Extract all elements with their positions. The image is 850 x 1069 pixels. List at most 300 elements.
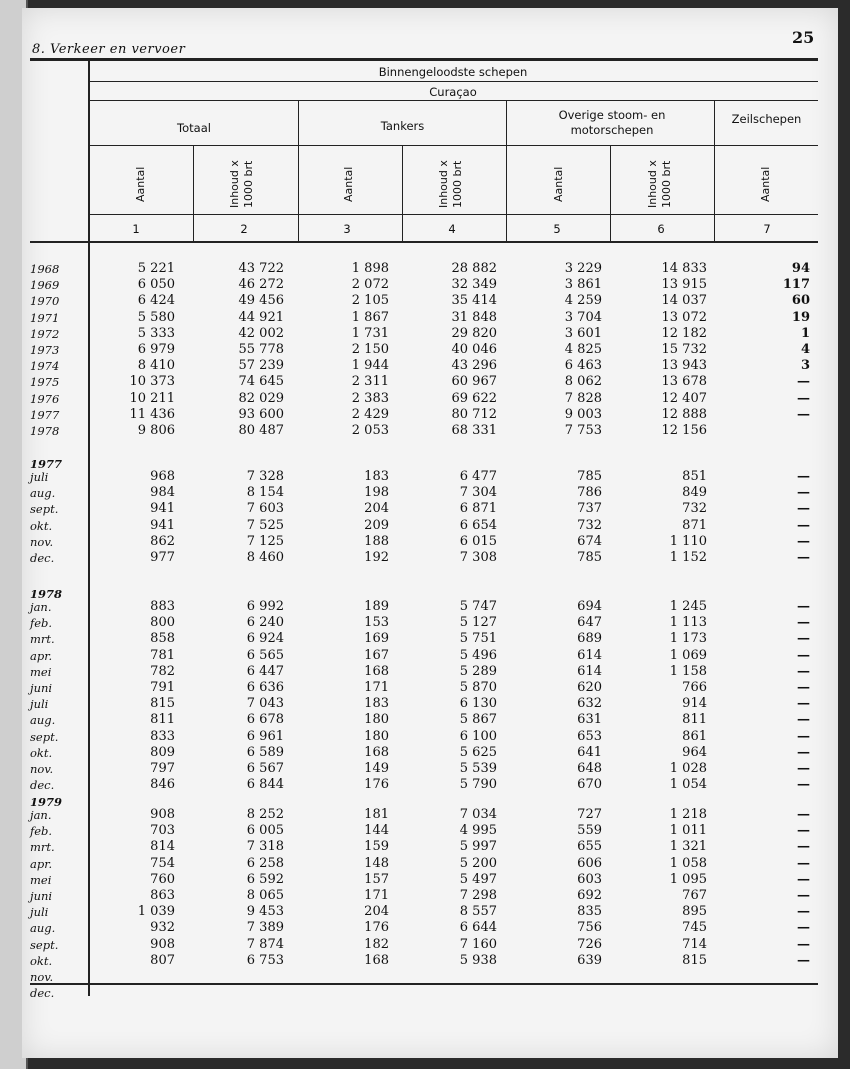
col-label-4: Inhoud x 1000 brt <box>437 160 464 208</box>
table-cell: 68 331 <box>451 423 497 438</box>
col-number-3: 3 <box>343 222 351 236</box>
row-label: 1973 <box>30 343 60 357</box>
table-cell: 168 <box>364 663 389 679</box>
table-cell: 766 <box>682 680 707 695</box>
table-cell: 2 311 <box>351 374 389 390</box>
table-cell: 7 308 <box>459 550 497 565</box>
table-cell: 1 152 <box>669 550 707 565</box>
table-cell: — <box>797 839 810 855</box>
table-cell: 57 239 <box>238 358 284 374</box>
table-cell: 1 218 <box>669 807 707 822</box>
table-cell: 6 240 <box>246 615 284 631</box>
table-cell: 6 567 <box>246 761 284 776</box>
table-cell: 159 <box>364 839 389 855</box>
col-label-2: Inhoud x 1000 brt <box>228 160 255 208</box>
table-cell: — <box>797 501 810 517</box>
table-cell: 3 601 <box>564 325 602 341</box>
table-cell: 5 747 <box>459 599 497 614</box>
col-number-2: 2 <box>240 222 248 236</box>
table-cell: — <box>797 712 810 728</box>
table-cell: 204 <box>364 501 389 517</box>
table-cell: 1 113 <box>669 615 707 631</box>
row-label: sept. <box>30 937 59 952</box>
table-cell: 8 154 <box>246 485 284 501</box>
table-cell: 7 389 <box>246 920 284 936</box>
table-cell: 180 <box>364 728 389 744</box>
table-cell: 7 828 <box>564 390 602 406</box>
table-cell: 168 <box>364 744 389 760</box>
table-cell: 941 <box>150 501 175 517</box>
table-cell: 727 <box>577 807 602 822</box>
table-cell: 797 <box>150 761 175 776</box>
col-label-1: Aantal <box>134 166 147 202</box>
row-label: mei <box>30 872 52 887</box>
table-cell: 82 029 <box>238 390 284 406</box>
row-label: nov. <box>30 534 54 549</box>
table-cell: — <box>797 663 810 679</box>
table-cell: 46 272 <box>238 277 284 293</box>
table-cell: — <box>797 390 810 406</box>
table-cell: 44 921 <box>238 309 284 325</box>
table-cell: 7 874 <box>246 936 284 952</box>
row-label: sept. <box>30 502 59 517</box>
table-cell: 198 <box>364 485 389 501</box>
table-cell: 6 961 <box>246 728 284 744</box>
row-label: juli <box>30 470 49 484</box>
table-cell: 785 <box>577 550 602 565</box>
header-subgroup: Curaçao <box>429 85 477 99</box>
table-cell: 603 <box>577 871 602 887</box>
table-cell: 811 <box>682 712 707 728</box>
table-cell: 8 410 <box>137 358 175 374</box>
table-cell: 12 182 <box>661 325 707 341</box>
table-cell: 49 456 <box>238 293 284 309</box>
table-cell: 5 580 <box>137 309 175 325</box>
table-cell: 814 <box>150 839 175 855</box>
table-cell: 862 <box>150 533 175 549</box>
table-cell: 861 <box>682 728 707 744</box>
table-cell: — <box>797 952 810 968</box>
table-cell: 171 <box>364 680 389 695</box>
table-cell: 15 732 <box>661 342 707 357</box>
table-cell: 60 967 <box>451 374 497 390</box>
table-cell: 3 861 <box>564 277 602 293</box>
row-label: juni <box>30 681 53 695</box>
table-cell: 188 <box>364 533 389 549</box>
table-cell: 204 <box>364 904 389 920</box>
table-cell: 1 731 <box>351 325 389 341</box>
table-cell: 1 054 <box>669 777 707 793</box>
table-cell: 811 <box>150 712 175 728</box>
row-label: dec. <box>30 986 55 1001</box>
table-cell: 31 848 <box>451 309 497 325</box>
table-cell: 180 <box>364 712 389 728</box>
table-cell: 5 333 <box>137 325 175 341</box>
row-label: aug. <box>30 486 56 501</box>
table-cell: — <box>797 761 810 776</box>
table-cell: — <box>797 871 810 887</box>
year-heading: 1979 <box>30 795 63 809</box>
table-cell: 8 062 <box>564 374 602 390</box>
table-cell: 849 <box>682 485 707 501</box>
table-cell: 19 <box>791 309 810 325</box>
table-cell: — <box>797 855 810 871</box>
table-cell: 5 221 <box>137 261 175 276</box>
table-cell: 908 <box>150 807 175 822</box>
table-cell: 10 373 <box>129 374 175 390</box>
table-cell: 6 477 <box>459 469 497 484</box>
table-cell: 171 <box>364 888 389 903</box>
col-label-5: Aantal <box>552 166 565 202</box>
row-label: nov. <box>30 762 54 776</box>
table-cell: 6 463 <box>564 358 602 374</box>
row-label: 1969 <box>30 278 60 293</box>
table-cell: 192 <box>364 550 389 565</box>
row-label: juli <box>30 905 49 920</box>
table-cell: 968 <box>150 469 175 484</box>
table-cell: 1 011 <box>669 823 707 839</box>
row-label: 1972 <box>30 326 60 341</box>
table-cell: 5 790 <box>459 777 497 793</box>
table-cell: 6 565 <box>246 647 284 663</box>
table-cell: 782 <box>150 663 175 679</box>
row-label: mrt. <box>30 632 55 647</box>
table-cell: 785 <box>577 469 602 484</box>
table-cell: 176 <box>364 920 389 936</box>
table-cell: 117 <box>782 277 810 293</box>
table-cell: 28 882 <box>451 261 497 276</box>
table-cell: 6 979 <box>137 342 175 357</box>
table-cell: 694 <box>577 599 602 614</box>
table-cell: 43 722 <box>238 261 284 276</box>
table-cell: 153 <box>364 615 389 631</box>
table-cell: 863 <box>150 888 175 903</box>
table-cell: 726 <box>577 936 602 952</box>
col-number-1: 1 <box>132 222 140 236</box>
table-cell: 176 <box>364 777 389 793</box>
table-cell: 1 944 <box>351 358 389 374</box>
table-cell: 12 407 <box>661 390 707 406</box>
table-cell: 5 200 <box>459 855 497 871</box>
table-cell: 6 844 <box>246 777 284 793</box>
row-label: apr. <box>30 856 53 871</box>
table-cell: 559 <box>577 823 602 839</box>
table-cell: 3 <box>800 358 810 374</box>
table-cell: — <box>797 599 810 614</box>
row-label: dec. <box>30 551 55 565</box>
table-cell: 5 997 <box>459 839 497 855</box>
table-cell: 689 <box>577 631 602 647</box>
table-cell: 43 296 <box>451 358 497 374</box>
table-cell: 6 424 <box>137 293 175 309</box>
row-label: jan. <box>30 600 52 614</box>
table-cell: — <box>797 920 810 936</box>
table-cell: 6 589 <box>246 744 284 760</box>
row-label: 1970 <box>30 294 60 309</box>
table-cell: 1 039 <box>137 904 175 920</box>
table-cell: 5 867 <box>459 712 497 728</box>
table-cell: — <box>797 647 810 663</box>
table-cell: 8 252 <box>246 807 284 822</box>
table-cell: 941 <box>150 517 175 533</box>
row-label: juli <box>30 697 49 712</box>
table-cell: — <box>797 485 810 501</box>
table-cell: — <box>797 517 810 533</box>
table-cell: 14 833 <box>661 261 707 276</box>
table-cell: 2 429 <box>351 406 389 422</box>
table-cell: 1 173 <box>669 631 707 647</box>
table-cell: 7 753 <box>564 423 602 438</box>
row-label: 1975 <box>30 375 60 390</box>
divider-col-1-2 <box>193 145 194 241</box>
table-cell: 80 487 <box>238 423 284 438</box>
table-cell: 3 229 <box>564 261 602 276</box>
col-label-6: Inhoud x 1000 brt <box>646 160 673 208</box>
table-cell: 8 460 <box>246 550 284 565</box>
table-cell: 69 622 <box>451 390 497 406</box>
table-cell: 791 <box>150 680 175 695</box>
col-label-7: Aantal <box>759 166 772 202</box>
table-cell: 7 304 <box>459 485 497 501</box>
table-cell: 756 <box>577 920 602 936</box>
table-cell: — <box>797 728 810 744</box>
table-cell: 800 <box>150 615 175 631</box>
table-cell: 9 806 <box>137 423 175 438</box>
row-label: juni <box>30 889 53 903</box>
table-cell: — <box>797 936 810 952</box>
table-cell: 647 <box>577 615 602 631</box>
label-column-divider <box>88 61 90 996</box>
header-rule-1 <box>88 81 818 82</box>
table-cell: 5 496 <box>459 647 497 663</box>
table-cell: 1 158 <box>669 663 707 679</box>
table-cell: — <box>797 777 810 793</box>
col-label-3: Aantal <box>342 166 355 202</box>
table-cell: 8 557 <box>459 904 497 920</box>
year-heading: 1977 <box>30 457 63 471</box>
table-cell: 209 <box>364 517 389 533</box>
table-cell: 914 <box>682 696 707 712</box>
table-cell: 6 100 <box>459 728 497 744</box>
table-cell: 7 328 <box>246 469 284 484</box>
row-label: okt. <box>30 518 53 533</box>
table-cell: 895 <box>682 904 707 920</box>
row-label: 1978 <box>30 424 60 438</box>
table-cell: — <box>797 823 810 839</box>
table-cell: 189 <box>364 599 389 614</box>
table-cell: 5 497 <box>459 871 497 887</box>
table-cell: 1 <box>800 325 810 341</box>
table-cell: 11 436 <box>129 406 175 422</box>
table-cell: 149 <box>364 761 389 776</box>
table-cell: 5 938 <box>459 952 497 968</box>
table-cell: 14 037 <box>661 293 707 309</box>
table-cell: 5 870 <box>459 680 497 695</box>
table-cell: 4 259 <box>564 293 602 309</box>
table-cell: 5 751 <box>459 631 497 647</box>
table-cell: — <box>797 744 810 760</box>
table-cell: 7 298 <box>459 888 497 903</box>
col-number-6: 6 <box>657 222 665 236</box>
col-number-7: 7 <box>763 222 771 236</box>
table-cell: 632 <box>577 696 602 712</box>
table-cell: 7 160 <box>459 936 497 952</box>
col-number-4: 4 <box>448 222 456 236</box>
table-cell: 13 072 <box>661 309 707 325</box>
header-rule-2 <box>88 100 818 101</box>
table-cell: 851 <box>682 469 707 484</box>
table-cell: 169 <box>364 631 389 647</box>
table-cell: 6 258 <box>246 855 284 871</box>
table-cell: 1 069 <box>669 647 707 663</box>
table-cell: 871 <box>682 517 707 533</box>
divider-col-5-6 <box>610 145 611 241</box>
header-rule-3 <box>88 145 818 146</box>
table-cell: 7 125 <box>246 533 284 549</box>
table-cell: — <box>797 888 810 903</box>
table-cell: 6 005 <box>246 823 284 839</box>
table-cell: 8 065 <box>246 888 284 903</box>
table-cell: 641 <box>577 744 602 760</box>
table-cell: 670 <box>577 777 602 793</box>
table-cell: 35 414 <box>451 293 497 309</box>
table-cell: 655 <box>577 839 602 855</box>
row-label: 1974 <box>30 359 60 374</box>
table-cell: 7 034 <box>459 807 497 822</box>
table-cell: 6 753 <box>246 952 284 968</box>
table-cell: — <box>797 615 810 631</box>
table-cell: 809 <box>150 744 175 760</box>
header-cat-zeilschepen: Zeilschepen <box>731 112 802 126</box>
table-cell: 167 <box>364 647 389 663</box>
table-cell: 5 127 <box>459 615 497 631</box>
table-cell: 703 <box>150 823 175 839</box>
table-cell: 80 712 <box>451 406 497 422</box>
table-cell: — <box>797 631 810 647</box>
table-cell: 614 <box>577 663 602 679</box>
table-cell: 620 <box>577 680 602 695</box>
col-number-5: 5 <box>553 222 561 236</box>
table-cell: — <box>797 696 810 712</box>
table-cell: 1 110 <box>669 533 707 549</box>
row-label: sept. <box>30 729 59 744</box>
bottom-rule <box>30 983 818 985</box>
row-label: dec. <box>30 778 55 793</box>
top-rule <box>30 58 818 61</box>
chapter-title: 8. Verkeer en vervoer <box>32 42 186 57</box>
table-cell: 2 072 <box>351 277 389 293</box>
table-cell: 157 <box>364 871 389 887</box>
row-label: jan. <box>30 808 52 822</box>
table-cell: 6 050 <box>137 277 175 293</box>
table-cell: 148 <box>364 855 389 871</box>
table-cell: 12 888 <box>661 406 707 422</box>
table-cell: — <box>797 406 810 422</box>
row-label: apr. <box>30 648 53 663</box>
table-cell: 732 <box>682 501 707 517</box>
table-cell: 815 <box>682 952 707 968</box>
table-cell: 737 <box>577 501 602 517</box>
table-cell: 648 <box>577 761 602 776</box>
table-cell: 760 <box>150 871 175 887</box>
table-cell: 6 678 <box>246 712 284 728</box>
table-cell: 5 625 <box>459 744 497 760</box>
table-cell: — <box>797 904 810 920</box>
table-cell: 815 <box>150 696 175 712</box>
table-cell: 168 <box>364 952 389 968</box>
header-cat-tankers: Tankers <box>380 119 425 133</box>
row-label: okt. <box>30 745 53 760</box>
table-cell: 6 015 <box>459 533 497 549</box>
table-cell: — <box>797 550 810 565</box>
table-cell: 10 211 <box>129 390 175 406</box>
row-label: mrt. <box>30 840 55 855</box>
table-cell: 846 <box>150 777 175 793</box>
table-cell: 7 603 <box>246 501 284 517</box>
table-cell: 2 053 <box>351 423 389 438</box>
row-label: okt. <box>30 953 53 968</box>
table-cell: 674 <box>577 533 602 549</box>
table-cell: 639 <box>577 952 602 968</box>
table-cell: 1 095 <box>669 871 707 887</box>
table-cell: 13 678 <box>661 374 707 390</box>
table-cell: 5 289 <box>459 663 497 679</box>
table-cell: 1 028 <box>669 761 707 776</box>
table-cell: — <box>797 680 810 695</box>
table-cell: 835 <box>577 904 602 920</box>
table-cell: 745 <box>682 920 707 936</box>
table-cell: 984 <box>150 485 175 501</box>
table-cell: 786 <box>577 485 602 501</box>
table-cell: 1 898 <box>351 261 389 276</box>
table-cell: 93 600 <box>238 406 284 422</box>
table-cell: 6 592 <box>246 871 284 887</box>
page-number: 25 <box>792 28 815 47</box>
table-cell: 55 778 <box>238 342 284 357</box>
table-cell: 60 <box>791 293 810 309</box>
table-cell: 4 <box>800 342 810 357</box>
table-cell: 781 <box>150 647 175 663</box>
table-cell: 32 349 <box>451 277 497 293</box>
table-cell: 6 636 <box>246 680 284 695</box>
header-bottom-rule <box>30 241 818 243</box>
table-cell: 13 943 <box>661 358 707 374</box>
row-label: feb. <box>30 824 53 839</box>
row-label: 1968 <box>30 262 60 276</box>
table-cell: 767 <box>682 888 707 903</box>
table-cell: 4 825 <box>564 342 602 357</box>
table-cell: 6 654 <box>459 517 497 533</box>
table-cell: 6 924 <box>246 631 284 647</box>
row-label: nov. <box>30 970 54 984</box>
table-cell: 2 150 <box>351 342 389 357</box>
table-cell: 182 <box>364 936 389 952</box>
table-cell: 1 058 <box>669 855 707 871</box>
table-cell: 40 046 <box>451 342 497 357</box>
row-label: feb. <box>30 616 53 631</box>
divider-cat-3 <box>506 100 507 241</box>
table-cell: 1 867 <box>351 309 389 325</box>
table-cell: 42 002 <box>238 325 284 341</box>
table-cell: 4 995 <box>459 823 497 839</box>
table-cell: 94 <box>791 261 810 276</box>
table-cell: — <box>797 533 810 549</box>
table-cell: 183 <box>364 469 389 484</box>
table-cell: 6 871 <box>459 501 497 517</box>
table-cell: 2 383 <box>351 390 389 406</box>
header-cat-overige: Overige stoom- en motorschepen <box>558 108 666 137</box>
table-cell: 7 318 <box>246 839 284 855</box>
